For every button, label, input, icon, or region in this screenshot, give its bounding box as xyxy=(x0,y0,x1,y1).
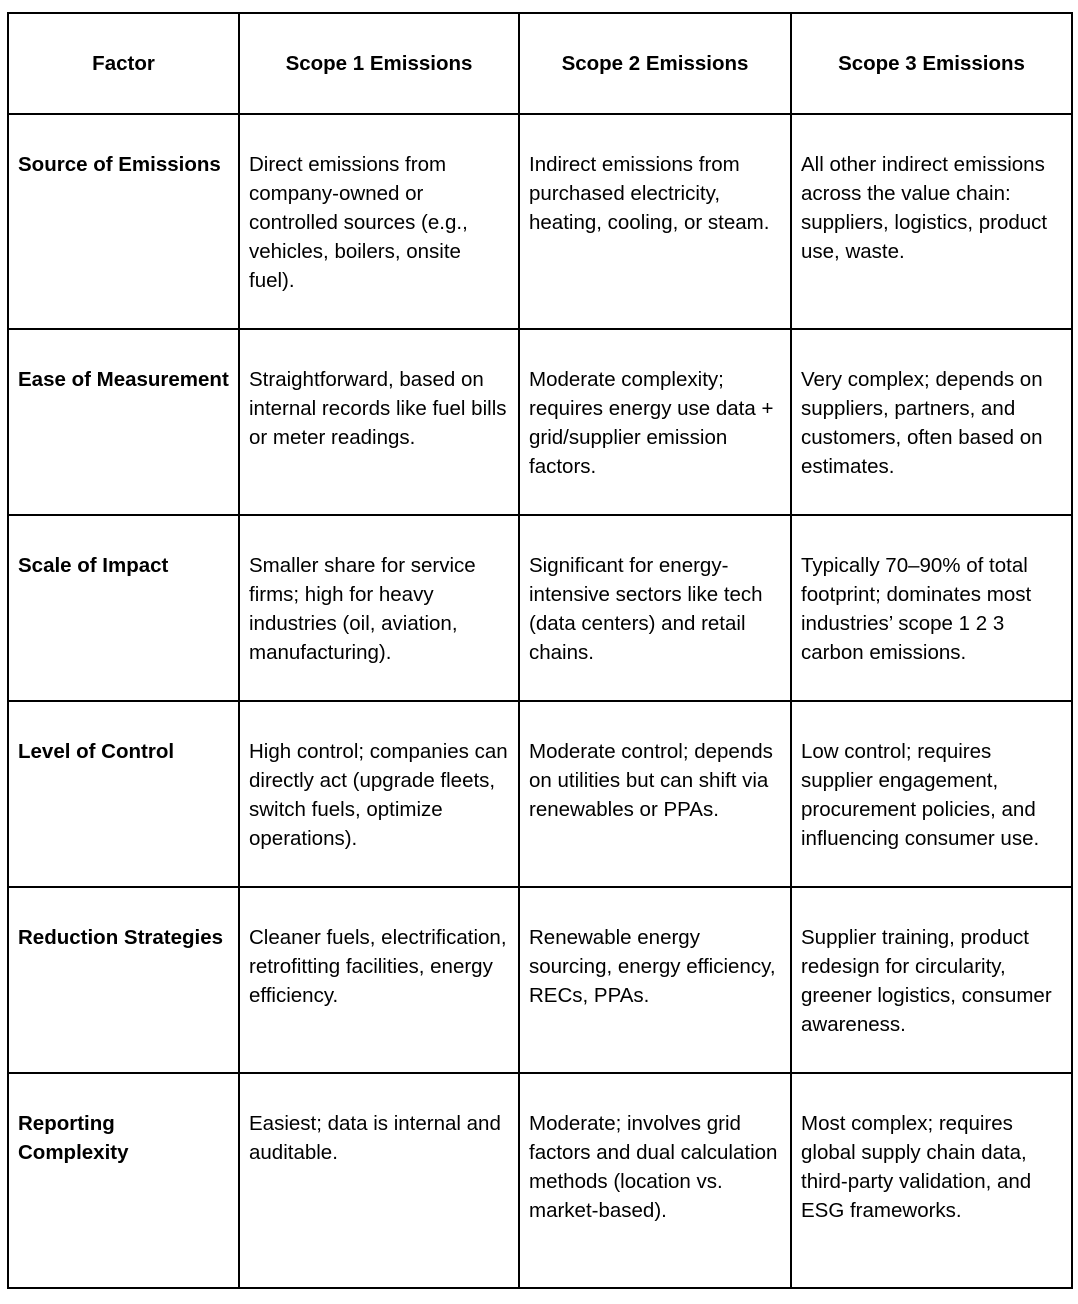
table-header-row xyxy=(8,13,1072,114)
row-factor-cell: Scale of Impact xyxy=(8,515,239,701)
comparison-table-container xyxy=(7,12,1073,1289)
scope-1-cell: Straightforward, based on internal records like fuel bills or meter readings. xyxy=(239,329,519,515)
header-scope-3: Scope 3 Emissions xyxy=(791,13,1072,114)
table-row xyxy=(8,887,1072,1073)
scope-3-cell: Typically 70–90% of total footprint; dominates most industries’ scope 1 2 3 carbon emissions. xyxy=(791,515,1072,701)
scope-2-cell: Moderate complexity; requires energy use data + grid/supplier emission factors. xyxy=(519,329,791,515)
scope-2-cell: Moderate; involves grid factors and dual calculation methods (location vs. market-based). xyxy=(519,1073,791,1288)
scope-3-cell: Supplier training, product redesign for circularity, greener logistics, consumer awareness. xyxy=(791,887,1072,1073)
scope-1-cell: Cleaner fuels, electrification, retrofitting facilities, energy efficiency. xyxy=(239,887,519,1073)
scope-2-cell: Significant for energy-intensive sectors like tech (data centers) and retail chains. xyxy=(519,515,791,701)
scope-3-cell: Most complex; requires global supply chain data, third-party validation, and ESG frameworks. xyxy=(791,1073,1072,1288)
header-scope-1: Scope 1 Emissions xyxy=(239,13,519,114)
scope-1-cell: Easiest; data is internal and auditable. xyxy=(239,1073,519,1288)
scope-1-cell: Smaller share for service firms; high for heavy industries (oil, aviation, manufacturing). xyxy=(239,515,519,701)
header-factor: Factor xyxy=(8,13,239,114)
scope-3-cell: Very complex; depends on suppliers, partners, and customers, often based on estimates. xyxy=(791,329,1072,515)
row-factor-cell: Reduction Strategies xyxy=(8,887,239,1073)
emissions-comparison-table xyxy=(7,12,1073,1289)
scope-2-cell: Moderate control; depends on utilities but can shift via renewables or PPAs. xyxy=(519,701,791,887)
table-row xyxy=(8,1073,1072,1288)
scope-1-cell: Direct emissions from company-owned or controlled sources (e.g., vehicles, boilers, onsite fuel). xyxy=(239,114,519,329)
table-row xyxy=(8,329,1072,515)
table-row xyxy=(8,701,1072,887)
scope-2-cell: Indirect emissions from purchased electricity, heating, cooling, or steam. xyxy=(519,114,791,329)
scope-3-cell: Low control; requires supplier engagement, procurement policies, and influencing consumer use. xyxy=(791,701,1072,887)
table-row xyxy=(8,515,1072,701)
scope-2-cell: Renewable energy sourcing, energy efficiency, RECs, PPAs. xyxy=(519,887,791,1073)
row-factor-cell: Ease of Measurement xyxy=(8,329,239,515)
table-row xyxy=(8,114,1072,329)
scope-3-cell: All other indirect emissions across the value chain: suppliers, logistics, product use, waste. xyxy=(791,114,1072,329)
scope-1-cell: High control; companies can directly act (upgrade fleets, switch fuels, optimize operations). xyxy=(239,701,519,887)
row-factor-cell: Source of Emissions xyxy=(8,114,239,329)
row-factor-cell: Reporting Complexity xyxy=(8,1073,239,1288)
header-scope-2: Scope 2 Emissions xyxy=(519,13,791,114)
row-factor-cell: Level of Control xyxy=(8,701,239,887)
